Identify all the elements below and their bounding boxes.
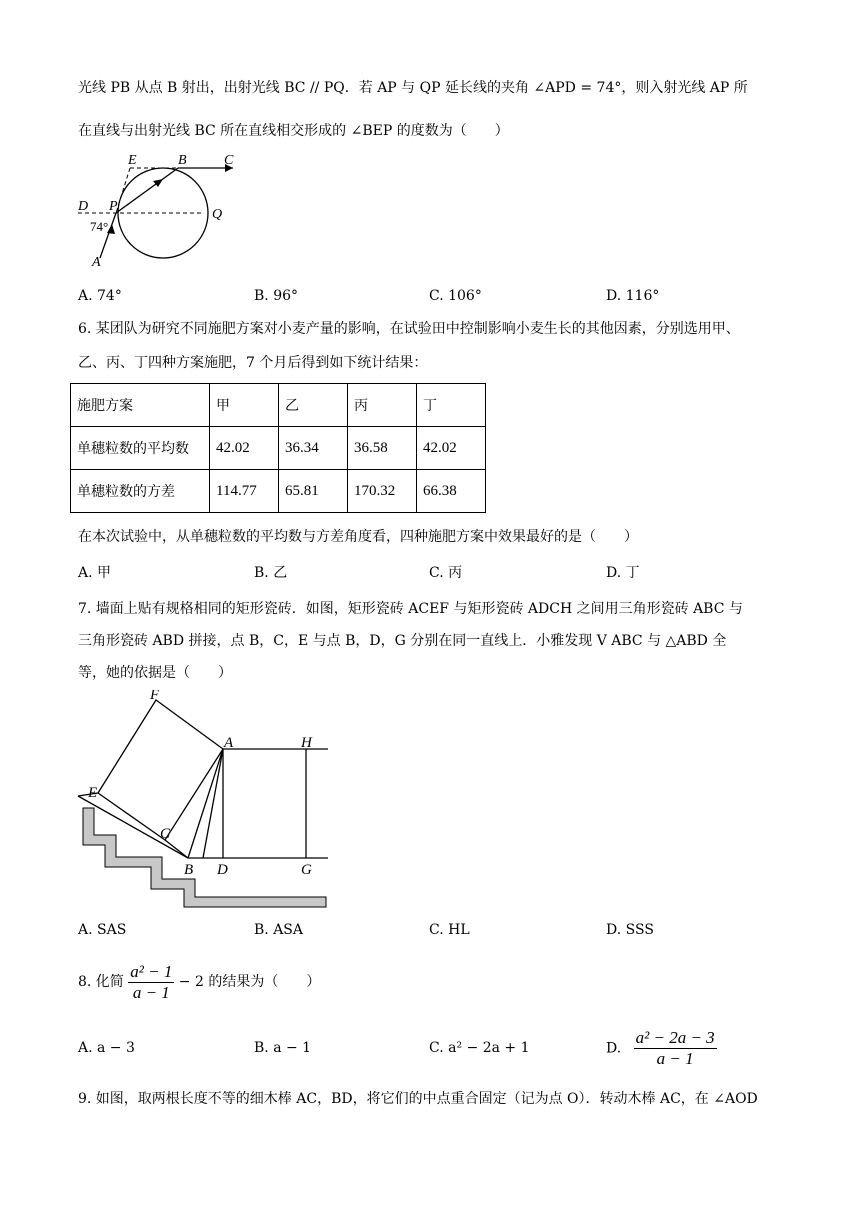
- table-cell: 42.02: [210, 427, 279, 470]
- q6-text-line2: 乙、丙、丁四种方案施肥，7 个月后得到如下统计结果：: [78, 355, 428, 371]
- q5-option-a[interactable]: A. 74°: [78, 288, 122, 304]
- q7-figure: [76, 690, 336, 910]
- table-row: [71, 427, 486, 470]
- table-cell: 42.02: [417, 427, 486, 470]
- q7-label-C: C: [160, 826, 171, 842]
- table-cell: 36.34: [279, 427, 348, 470]
- q5-label-C: C: [224, 153, 234, 168]
- q8-prefix: 8. 化简: [78, 974, 124, 990]
- q7-option-a[interactable]: A. SAS: [78, 922, 127, 938]
- q7-label-B: B: [184, 862, 194, 878]
- q5-options: [78, 288, 778, 310]
- q8-option-d[interactable]: [606, 1028, 717, 1069]
- q5-option-d[interactable]: D. 116°: [606, 288, 660, 304]
- table-header-cell: 乙: [279, 384, 348, 427]
- q5-text-line1: 光线 PB 从点 B 射出，出射光线 BC // PQ．若 AP 与 QP 延长线的夹角 ∠APD = 74°，则入射光线 AP 所: [78, 80, 748, 96]
- q7-text-line2: 三角形瓷砖 ABD 拼接，点 B，C，E 与点 B，D，G 分别在同一直线上．小雅发现 V ABC 与 △ABD 全: [78, 633, 727, 649]
- q6-option-c[interactable]: C. 丙: [429, 565, 463, 581]
- q8-question: [78, 960, 320, 1004]
- q8-suffix: − 2 的结果为（ ）: [178, 974, 321, 990]
- q7-text-line1: 7. 墙面上贴有规格相同的矩形瓷砖．如图，矩形瓷砖 ACEF 与矩形瓷砖 ADCH 之间用三角形瓷砖 ABC 与: [78, 601, 743, 617]
- q8-option-d-numerator: a² − 2a − 3: [635, 1028, 715, 1047]
- q7-label-F: F: [150, 690, 160, 703]
- q6-text-line1: 6. 某团队为研究不同施肥方案对小麦产量的影响，在试验田中控制影响小麦生长的其他因素，分别选用甲、: [78, 321, 740, 337]
- q5-option-b[interactable]: B. 96°: [254, 288, 299, 304]
- q7-label-D: D: [217, 862, 228, 878]
- table-header-cell: 丙: [348, 384, 417, 427]
- table-header-cell: 丁: [417, 384, 486, 427]
- q6-text-line3: 在本次试验中，从单穗粒数的平均数与方差角度看，四种施肥方案中效果最好的是（ ）: [78, 529, 638, 545]
- q5-label-B: B: [178, 153, 187, 168]
- q8-fraction-numerator: a² − 1: [130, 961, 173, 981]
- table-header-cell: 施肥方案: [71, 384, 210, 427]
- table-cell: 170.32: [348, 470, 417, 513]
- q5-text-line2: 在直线与出射光线 BC 所在直线相交形成的 ∠BEP 的度数为（ ）: [78, 123, 509, 139]
- q7-option-b[interactable]: B. ASA: [254, 922, 303, 938]
- q9-text-line1: 9. 如图，取两根长度不等的细木棒 AC，BD，将它们的中点重合固定（记为点 O）．转动木棒 AC，在 ∠AOD: [78, 1091, 758, 1107]
- q5-label-Q: Q: [212, 207, 223, 222]
- q5-label-D: D: [78, 199, 89, 214]
- q7-label-E: E: [88, 785, 98, 801]
- table-header-cell: 甲: [210, 384, 279, 427]
- q8-option-c[interactable]: C. a² − 2a + 1: [429, 1040, 530, 1056]
- q7-label-A: A: [224, 735, 234, 751]
- q7-text-line3: 等，她的依据是（ ）: [78, 665, 232, 681]
- q7-label-H: H: [301, 735, 312, 751]
- q7-option-d[interactable]: D. SSS: [606, 922, 654, 938]
- q6-option-d[interactable]: D. 丁: [606, 565, 640, 581]
- q6-option-a[interactable]: A. 甲: [78, 565, 112, 581]
- q8-fraction-denominator: a − 1: [132, 982, 170, 1002]
- table-cell: 114.77: [210, 470, 279, 513]
- table-cell: 66.38: [417, 470, 486, 513]
- q7-rectangle-ACEF: [98, 700, 223, 840]
- table-cell: 65.81: [279, 470, 348, 513]
- table-cell: 单穗粒数的平均数: [71, 427, 210, 470]
- q7-option-c[interactable]: C. HL: [429, 922, 470, 938]
- table-row: [71, 470, 486, 513]
- q7-options: [78, 922, 778, 944]
- q5-figure: [78, 150, 248, 270]
- q6-options: [78, 562, 778, 584]
- q8-option-d-fraction: [634, 1028, 717, 1069]
- q5-label-A: A: [92, 255, 101, 270]
- table-cell: 36.58: [348, 427, 417, 470]
- q8-option-d-label: D.: [606, 1040, 622, 1057]
- q5-label-E: E: [128, 153, 137, 168]
- q8-option-a[interactable]: A. a − 3: [78, 1040, 135, 1056]
- q8-fraction: [128, 962, 174, 1003]
- q8-option-d-denominator: a − 1: [656, 1049, 694, 1068]
- q8-option-b[interactable]: B. a − 1: [254, 1040, 312, 1056]
- q6-data-table: [70, 383, 486, 513]
- q5-angle-label: 74°: [90, 219, 109, 234]
- table-row: [71, 384, 486, 427]
- q5-label-P: P: [109, 199, 118, 214]
- table-cell: 单穗粒数的方差: [71, 470, 210, 513]
- q6-option-b[interactable]: B. 乙: [254, 565, 288, 581]
- q7-label-G: G: [301, 862, 312, 878]
- q5-option-c[interactable]: C. 106°: [429, 288, 482, 304]
